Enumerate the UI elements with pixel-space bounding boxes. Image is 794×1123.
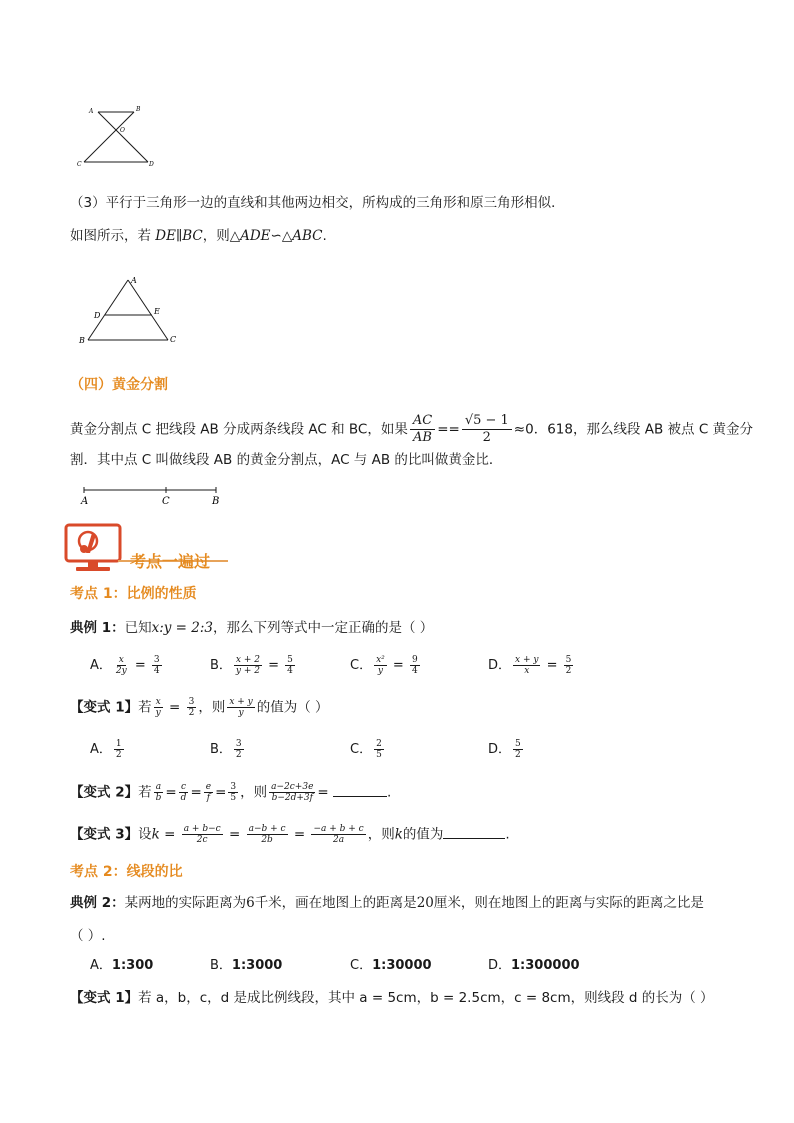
kp1-ex1-option-d[interactable]: D． $\frac{x + y}{x}$ = $\frac{5}{2}$ bbox=[488, 655, 572, 676]
kp1-example1: 典例 1：已知x:y = 2:3，那么下列等式中一定正确的是（ ） bbox=[70, 620, 434, 636]
item3-example: 如图所示，若 DE∥BC，则△ADE∽△ABC. bbox=[70, 228, 327, 244]
fig3-label-b: B bbox=[212, 496, 220, 507]
fig3-label-c: C bbox=[162, 496, 170, 507]
fig1-label-d: D bbox=[149, 161, 154, 168]
banner-title: 考点一遍过 bbox=[130, 552, 211, 571]
kp1-variant3: 【变式 3】设k = $\frac{a + b-c}{2c}$ = $\frac{a-b + c}{2b}$ = $\frac{-a + b + c}{2a}$ ，则k的值为 . bbox=[70, 824, 510, 845]
section4-line2: 割．其中点 C 叫做线段 AB 的黄金分割点，AC 与 AB 的比叫做黄金比． bbox=[70, 452, 503, 468]
kp2-title: 考点 2：线段的比 bbox=[70, 864, 183, 880]
item3-text: （3）平行于三角形一边的直线和其他两边相交，所构成的三角形和原三角形相似． bbox=[70, 195, 565, 211]
kp1-v1-option-d[interactable]: D． $\frac{5}{2}$ bbox=[488, 739, 521, 760]
kp1-v1-option-b[interactable]: B． $\frac{3}{2}$ bbox=[210, 739, 242, 760]
kp2-ex2-option-d[interactable]: D．1:300000 bbox=[488, 958, 580, 973]
kp1-v1-option-c[interactable]: C． $\frac{2}{5}$ bbox=[350, 739, 382, 760]
kp2-variant1: 【变式 1】若 a，b，c，d 是成比例线段，其中 a = 5cm，b = 2.5cm，c = 8cm，则线段 d 的长为（ ） bbox=[70, 990, 714, 1006]
fig3-label-a: A bbox=[81, 496, 89, 507]
kp2-ex2-option-b[interactable]: B．1:3000 bbox=[210, 958, 283, 973]
fig1-label-a: A bbox=[89, 108, 94, 115]
fig2-label-d: D bbox=[94, 311, 101, 320]
kp1-variant1: 【变式 1】若 $\frac{x}{y}$ = $\frac{3}{2}$ ，则 $\frac{x + y}{y}$ 的值为（ ） bbox=[70, 697, 329, 718]
fig2-label-c: C bbox=[170, 335, 177, 344]
kp2-ex2-option-c[interactable]: C．1:30000 bbox=[350, 958, 432, 973]
kp1-v1-option-a[interactable]: A． $\frac{1}{2}$ bbox=[90, 739, 122, 760]
kp1-title: 考点 1：比例的性质 bbox=[70, 586, 197, 602]
fig1-label-c: C bbox=[77, 161, 82, 168]
figure-hourglass bbox=[72, 100, 162, 170]
section4-heading: （四）黄金分割 bbox=[70, 377, 168, 393]
fig1-label-b: B bbox=[136, 106, 141, 113]
presentation-monitor-icon bbox=[62, 523, 124, 573]
fig2-label-b: B bbox=[79, 336, 85, 345]
kp1-variant2: 【变式 2】若 $\frac{a}{b}$ = $\frac{c}{d}$ = $\frac{e}{f}$ = $\frac{3}{5}$ ，则 $\frac{a-2c+3e}{b-2d+3f}$ = . bbox=[70, 782, 392, 803]
fig2-label-e: E bbox=[154, 307, 160, 316]
kp2-example2: 典例 2：某两地的实际距离为6千米，画在地图上的距离是20厘米，则在地图上的距离与实际的距离之比是 bbox=[70, 895, 704, 911]
kp1-ex1-option-c[interactable]: C． $\frac{\text{x²}}{y}$ = $\frac{9}{4}$ bbox=[350, 655, 418, 676]
answer-blank[interactable] bbox=[333, 796, 387, 797]
kp2-ex2-option-a[interactable]: A．1:300 bbox=[90, 958, 154, 973]
figure-triangle-de-bc bbox=[74, 272, 184, 352]
ratio-ac-ab: $\frac{AC}{AB}$ bbox=[410, 413, 435, 446]
kp1-ex1-option-b[interactable]: B． $\frac{x + 2}{y + 2}$ = $\frac{5}{4}$ bbox=[210, 655, 293, 676]
fig2-label-a: A bbox=[131, 276, 137, 285]
kp1-ex1-option-a[interactable]: A． $\frac{x}{2y}$ = $\frac{3}{4}$ bbox=[90, 655, 160, 676]
answer-blank[interactable] bbox=[443, 838, 505, 839]
figure-segment-acb bbox=[78, 482, 228, 508]
fig1-label-o: O bbox=[120, 127, 125, 134]
golden-ratio-fraction: $\frac{√5 - 1}{2}$ bbox=[462, 413, 512, 446]
section4-line1: 黄金分割点 C 把线段 AB 分成两条线段 AC 和 BC，如果 $\frac{AC}{AB}$ == $\frac{√5 - 1}{2}$ ≈0．618，那么线段 AB 被点 C 黄金分 bbox=[70, 413, 754, 445]
kp2-example2-line2: （ ）. bbox=[70, 928, 106, 944]
